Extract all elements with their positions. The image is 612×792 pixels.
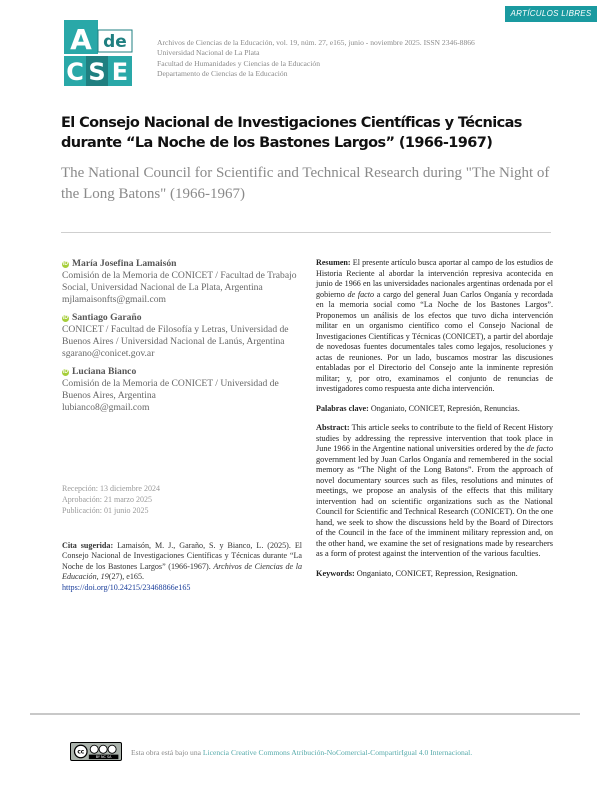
abstract-english [316,423,553,560]
orcid-icon[interactable]: iD [63,314,68,321]
keywords-en-label: Keywords: [316,568,355,578]
author-name: María Josefina Lamaisón [72,258,177,269]
license-prefix: Esta obra está bajo una [131,748,203,757]
keywords-spanish [316,404,553,415]
journal-university: Universidad Nacional de La Plata [157,48,260,58]
license-link[interactable]: Licencia Creative Commons Atribución-NoComercial-CompartirIgual 4.0 Internacional. [202,748,473,757]
abstract-spanish [316,258,553,395]
published-date: Publicación: 01 junio 2025 [62,506,149,515]
abstract-es-text-cont: a cargo del general Juan Carlos Onganía y recordada en la memoria social como “La Noche de los Bastones Largos”. Proponemos un análisis de los efectos que tuvo dicha intervención militar en un organismo científico como el Consejo Nacional de Investigaciones Científicas y Técnicas (CONICET), a partir del abordaje de novedosas fuentes documentales tales como legajos, resoluciones y actas de reuniones. Por un lado, buscamos mostrar las discusiones entabladas por el Directorio del Consejo ante la inminente represión militar; y, por otro, examinamos el conjunto de renuncias de investigadores como respuesta ante dicha intervención. [316,289,553,393]
abstract-en-label: Abstract: [316,423,350,432]
svg-text:BY NC SA: BY NC SA [95,755,112,760]
author-entry [62,366,302,414]
publication-dates [62,483,160,516]
svg-text:de: de [103,32,127,52]
citation-text: Lamaisón, M. J., Garaño, S. y Bianco, L. (2025). El Consejo Nacional de Investigaciones Científicas y Técnicas durante “La Noche de los Bastones Largos” (1966-1967). [62,541,303,571]
abstract-en-italic: de facto [526,444,553,453]
abstract-column [316,258,553,588]
keywords-english [316,569,553,580]
abstract-es-text: El presente artículo busca aportar al campo de los estudios de Historia Reciente al abordar la intervención represiva acontecida en junio de 1966 en las universidades nacionales argentinas ordenada por el gobierno [316,258,553,299]
author-email[interactable]: mjlamaisonfts@gmail.com [62,294,166,305]
abstract-en-text: This article seeks to contribute to the field of Recent History studies by addressing the repressive intervention that took place in June 1966 in the Argentine national universities ordered by the [316,423,553,453]
author-email[interactable]: sgarano@conicet.gov.ar [62,348,155,359]
abstract-en-text-cont: government led by Juan Carlos Onganía and remembered in the social memory as “The Night of the Long Batons”. From the approach of novel documentary sources such as files, resolutions and minutes of meetings, we propose an analysis of the effects that this military intervention had on scientific organizations such as the National Council for Scientific and Technical Research (CONICET). On the one hand, we seek to show the discussions held by the Board of Directors of the Council in the face of the imminent military repression and, on the other hand, we examine the set of resignations made by researchers as a form of protest against the intervention of the various faculties. [316,454,553,558]
header-divider [61,232,551,233]
citation-label: Cita sugerida: [62,541,114,550]
author-entry [62,312,302,360]
svg-text:C: C [66,58,84,86]
author-email[interactable]: lubianco8@gmail.com [62,402,150,413]
journal-info [157,38,557,79]
abstract-es-label: Resumen: [316,258,351,267]
svg-text:A: A [70,23,92,56]
journal-department: Departamento de Ciencias de la Educación [157,68,288,78]
author-affiliation: Comisión de la Memoria de CONICET / Universidad de Buenos Aires, Argentina [62,378,279,401]
footer-divider [30,713,580,715]
author-affiliation: CONICET / Facultad de Filosofía y Letras, Universidad de Buenos Aires / Universidad Nacional de Lanús, Argentina [62,324,289,347]
citation-issue: (27), e165. [108,572,145,582]
author-name: Santiago Garaño [72,312,142,323]
orcid-icon[interactable]: iD [63,368,68,375]
author-entry [62,258,302,306]
svg-text:cc: cc [77,749,85,756]
author-affiliation: Comisión de la Memoria de CONICET / Facultad de Trabajo Social, Universidad Nacional de La Plata, Argentina [62,270,297,293]
journal-citation-line: Archivos de Ciencias de la Educación, vol. 19, núm. 27, e165, junio - noviembre 2025. ISSN 2346-8866 [157,38,475,47]
keywords-en-text: Onganiato, CONICET, Repression, Resignation. [354,568,518,578]
article-title-spanish: El Consejo Nacional de Investigaciones Científicas y Técnicas durante “La Noche de los Bastones Largos” (1966-1967) [61,115,522,151]
abstract-es-italic: de facto [347,289,375,299]
keywords-es-text: Onganiato, CONICET, Represión, Renuncias. [368,403,520,413]
keywords-es-label: Palabras clave: [316,403,369,413]
suggested-citation [62,541,302,593]
svg-text:S: S [88,58,106,86]
svg-text:E: E [111,58,129,86]
journal-faculty: Facultad de Humanidades y Ciencias de la Educación [157,58,320,68]
journal-logo [62,16,136,90]
author-list [62,258,302,420]
doi-link[interactable]: https://doi.org/10.24215/23468866e165 [62,582,191,592]
citation-journal: Archivos de Ciencias de la Educación, 19 [62,561,302,582]
author-name: Luciana Bianco [72,366,137,377]
approved-date: Aprobación: 21 marzo 2025 [62,495,152,504]
section-badge: ARTÍCULOS LIBRES [505,6,597,22]
article-title-english: The National Council for Scientific and Technical Research during "The Night of the Long Batons" (1966-1967) [61,165,550,202]
orcid-icon[interactable]: iD [63,260,68,267]
license-notice [131,748,472,757]
creative-commons-icon[interactable] [70,742,122,761]
received-date: Recepción: 13 diciembre 2024 [62,484,160,493]
